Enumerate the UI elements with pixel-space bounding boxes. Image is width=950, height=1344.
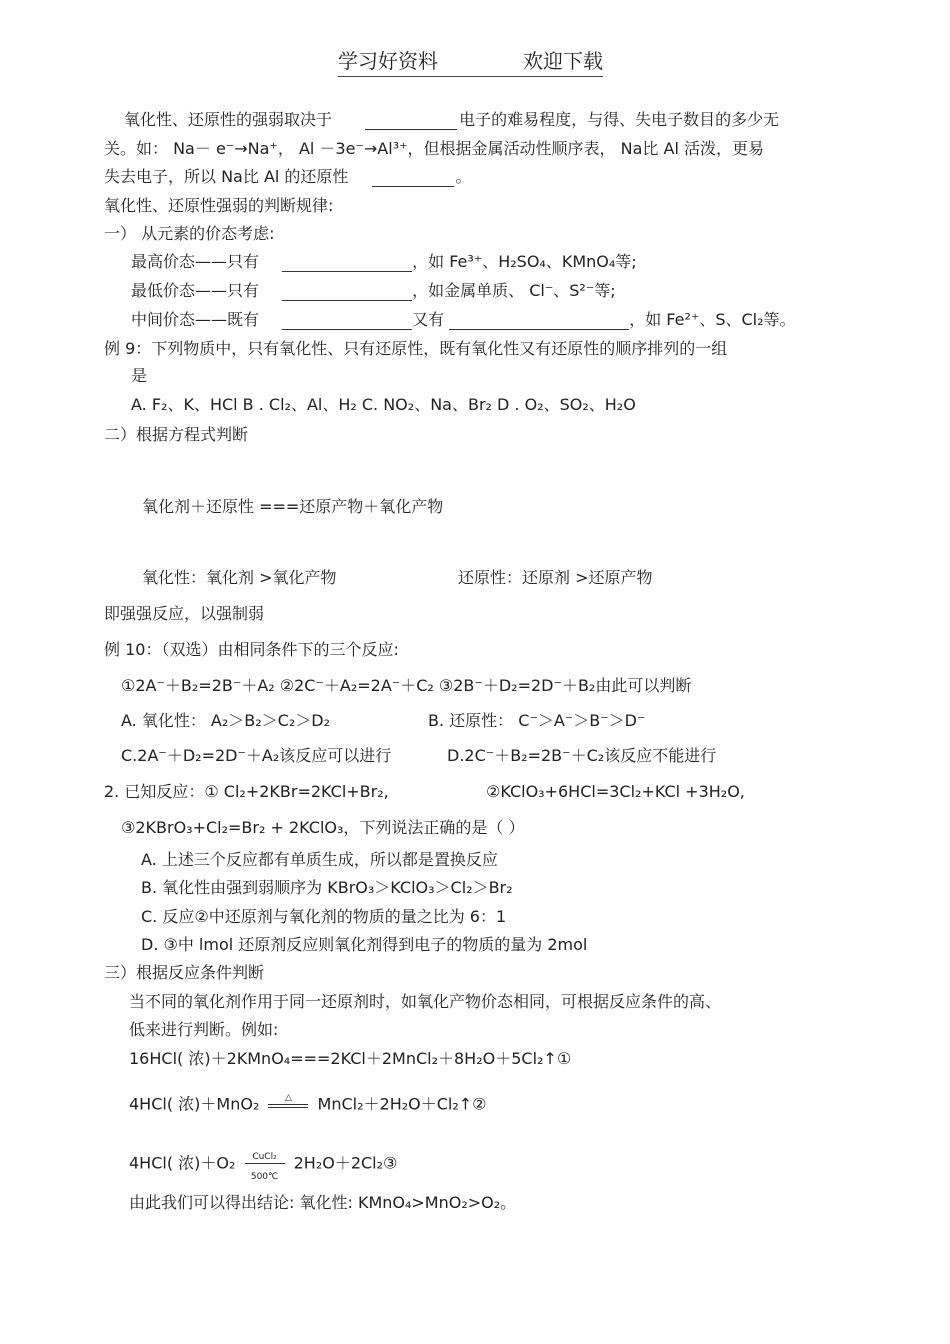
example-10-reactions: ①2A⁻＋B₂=2B⁻＋A₂ ②2C⁻＋A₂=2A⁻＋C₂ ③2B⁻＋D₂=2D⁻＋B₂由此可以判断 xyxy=(121,676,692,695)
section-3-paragraph-2: 低来进行判断。例如: xyxy=(129,1020,279,1039)
question-2-reaction-3: ③2KBrO₃+Cl₂=Br₂ + 2KClO₃，下列说法正确的是（ ） xyxy=(121,818,525,837)
redox-equation: 氧化剂＋还原性 ===还原产物＋氧化产物 xyxy=(142,497,444,516)
intro-line-2: 关。如： Na－ e⁻→Na⁺， Al －3e⁻→Al³⁺，但根据金属活动性顺序表， Na比 Al 活泼，更易 xyxy=(104,139,764,158)
question-2-reaction-2: ②KClO₃+6HCl=3Cl₂+KCl +3H₂O, xyxy=(486,782,745,801)
middle-valence-line: 中间价态——既有 又有 ，如 Fe²⁺、S、Cl₂等。 xyxy=(131,310,796,329)
reaction-2: 4HCl( 浓)＋MnO₂ △ MnCl₂＋2H₂O＋Cl₂↑② xyxy=(129,1094,487,1116)
example-10-option-c: C.2A⁻＋D₂=2D⁻＋A₂该反应可以进行 xyxy=(121,746,392,765)
question-2-option-a: A. 上述三个反应都有单质生成，所以都是置换反应 xyxy=(141,850,498,869)
example-10-option-b: B. 还原性： C⁻＞A⁻＞B⁻＞D⁻ xyxy=(428,711,646,730)
reducing-rule: 还原性：还原剂 >还原产物 xyxy=(458,568,653,587)
section-2-heading: 二）根据方程式判断 xyxy=(104,425,249,444)
section-3-paragraph-1: 当不同的氧化剂作用于同一还原剂时，如氧化产物价态相同，可根据反应条件的高、 xyxy=(129,992,722,1011)
example-10-option-a: A. 氧化性： A₂＞B₂＞C₂＞D₂ xyxy=(121,711,330,730)
example-10-option-d: D.2C⁻＋B₂=2B⁻＋C₂该反应不能进行 xyxy=(447,746,717,765)
answer-blank xyxy=(282,284,412,301)
rules-heading: 氧化性、还原性强弱的判断规律: xyxy=(104,196,334,215)
intro-line-3: 失去电子，所以 Na比 Al 的还原性 。 xyxy=(104,167,472,186)
question-2-option-d: D. ③中 lmol 还原剂反应则氧化剂得到电子的物质的量为 2mol xyxy=(141,935,588,954)
answer-blank xyxy=(282,313,412,330)
reaction-1: 16HCl( 浓)＋2KMnO₄===2KCl＋2MnCl₂＋8H₂O＋5Cl₂↑① xyxy=(129,1049,572,1068)
catalyst-condition: CuCl₂ 500℃ xyxy=(241,1153,289,1175)
answer-blank xyxy=(449,313,629,330)
answer-blank xyxy=(365,113,457,130)
conclusion: 由此我们可以得出结论: 氧化性: KMnO₄>MnO₂>O₂。 xyxy=(129,1193,517,1212)
reaction-3: 4HCl( 浓)＋O₂ CuCl₂ 500℃ 2H₂O＋2Cl₂③ xyxy=(129,1152,398,1182)
strong-rule: 即强强反应，以强制弱 xyxy=(104,604,265,623)
lowest-valence-line: 最低价态——只有 ，如金属单质、 Cl⁻、S²⁻等; xyxy=(131,281,616,300)
question-2-option-c: C. 反应②中还原剂与氧化剂的物质的量之比为 6：1 xyxy=(141,907,507,926)
answer-blank xyxy=(372,170,454,187)
heat-condition: △ xyxy=(264,1094,312,1116)
oxidizing-rule: 氧化性：氧化剂 >氧化产物 xyxy=(142,568,337,587)
section-3-heading: 三）根据反应条件判断 xyxy=(104,963,265,982)
example-9-options: A. F₂、K、HCl B . Cl₂、Al、H₂ C. NO₂、Na、Br₂ D . O₂、SO₂、H₂O xyxy=(131,395,636,414)
question-2-reaction-1: 2. 已知反应：① Cl₂+2KBr=2KCl+Br₂, xyxy=(104,782,389,801)
example-10-question: 例 10：（双选）由相同条件下的三个反应: xyxy=(104,640,399,659)
page-header xyxy=(338,45,603,77)
header-right: 欢迎下载 xyxy=(523,49,603,73)
section-1-heading: 一） 从元素的价态考虑: xyxy=(104,224,275,243)
highest-valence-line: 最高价态——只有 ，如 Fe³⁺、H₂SO₄、KMnO₄等; xyxy=(131,252,637,271)
intro-line-1: 氧化性、还原性的强弱取决于 电子的难易程度，与得、失电子数目的多少无 xyxy=(124,110,780,129)
example-9-question-cont: 是 xyxy=(131,366,148,385)
example-9-question: 例 9：下列物质中，只有氧化性、只有还原性，既有氧化性又有还原性的顺序排列的一组 xyxy=(104,339,728,358)
answer-blank xyxy=(282,255,412,272)
question-2-option-b: B. 氧化性由强到弱顺序为 KBrO₃＞KClO₃＞Cl₂＞Br₂ xyxy=(141,878,513,897)
header-left: 学习好资料 xyxy=(338,49,438,73)
